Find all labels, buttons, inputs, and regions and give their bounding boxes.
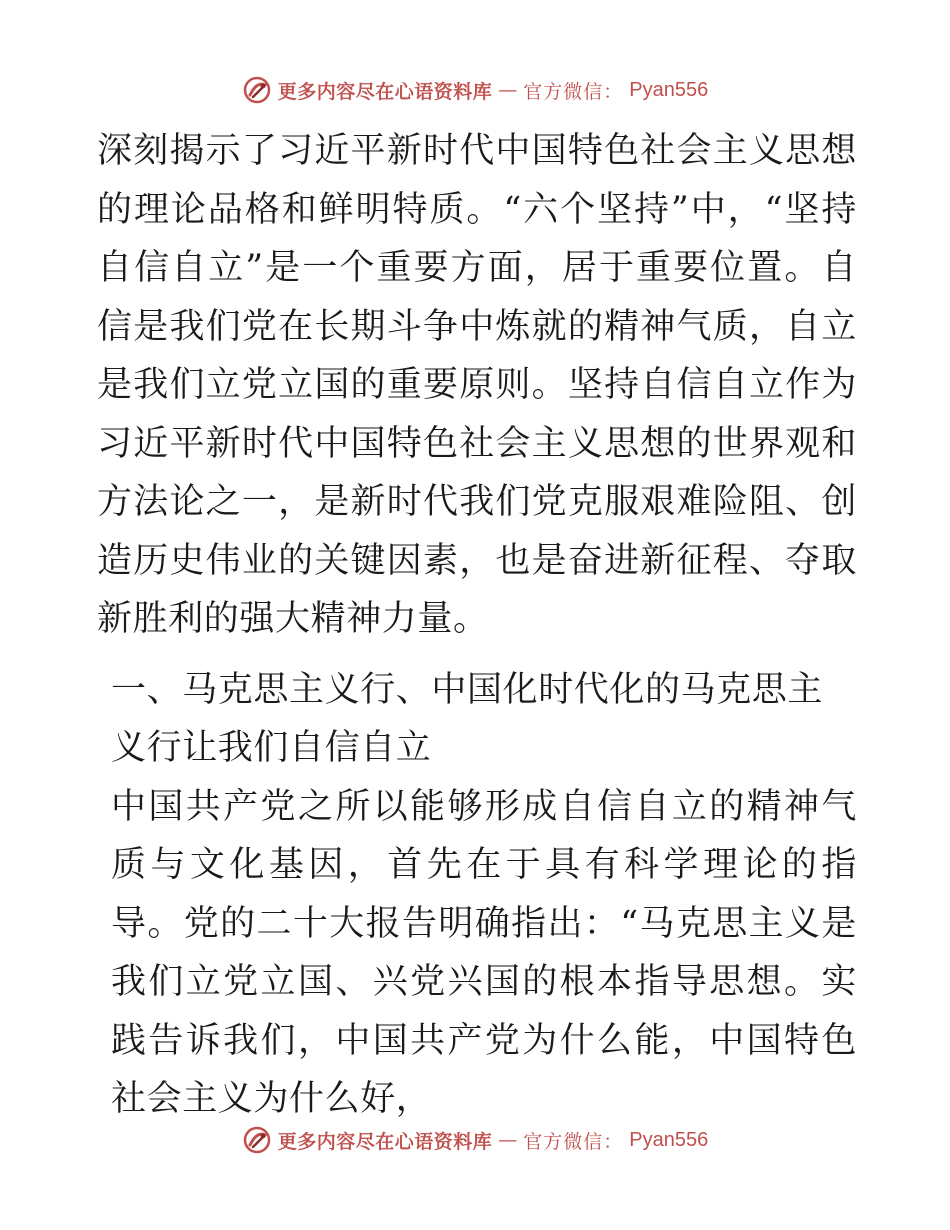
paragraph-intro: 深刻揭示了习近平新时代中国特色社会主义思想的理论品格和鲜明特质。“六个坚持”中，“坚持自信自立”是一个重要方面，居于重要位置。自信是我们党在长期斗争中炼就的精神气质，自立是我们立党立国的重要原则。坚持自信自立作为习近平新时代中国特色社会主义思想的世界观和方法论之一，是新时代我们党克服艰难险阻、创造历史伟业的关键因素，也是奋进新征程、夺取新胜利的强大精神力量。 xyxy=(97,131,857,639)
banner-wechat-label: 官方微信： xyxy=(523,80,624,103)
brand-logo-icon xyxy=(242,75,272,105)
banner-separator: — xyxy=(498,79,518,101)
banner-main-text: 更多内容尽在心语资料库 xyxy=(277,1130,493,1153)
banner-wechat-id: Pyan556 xyxy=(629,78,709,101)
banner-wechat-id: Pyan556 xyxy=(629,1128,709,1151)
paragraph-section-1: 中国共产党之所以能够形成自信自立的精神气质与文化基因，首先在于具有科学理论的指导。党的二十大报告明确指出：“马克思主义是我们立党立国、兴党兴国的根本指导思想。实践告诉我们，中国共产党为什么能，中国特色社会主义为什么好， xyxy=(111,786,857,1119)
brand-logo-icon xyxy=(242,1125,272,1155)
section-heading-1: 一、马克思主义行、中国化时代化的马克思主义行让我们自信自立 xyxy=(111,669,824,768)
document-body xyxy=(97,122,857,1129)
footer-watermark-banner xyxy=(0,1120,950,1160)
banner-separator: — xyxy=(498,1129,518,1151)
banner-wechat-label: 官方微信： xyxy=(523,1130,624,1153)
banner-main-text: 更多内容尽在心语资料库 xyxy=(277,80,493,103)
header-watermark-banner xyxy=(0,70,950,110)
